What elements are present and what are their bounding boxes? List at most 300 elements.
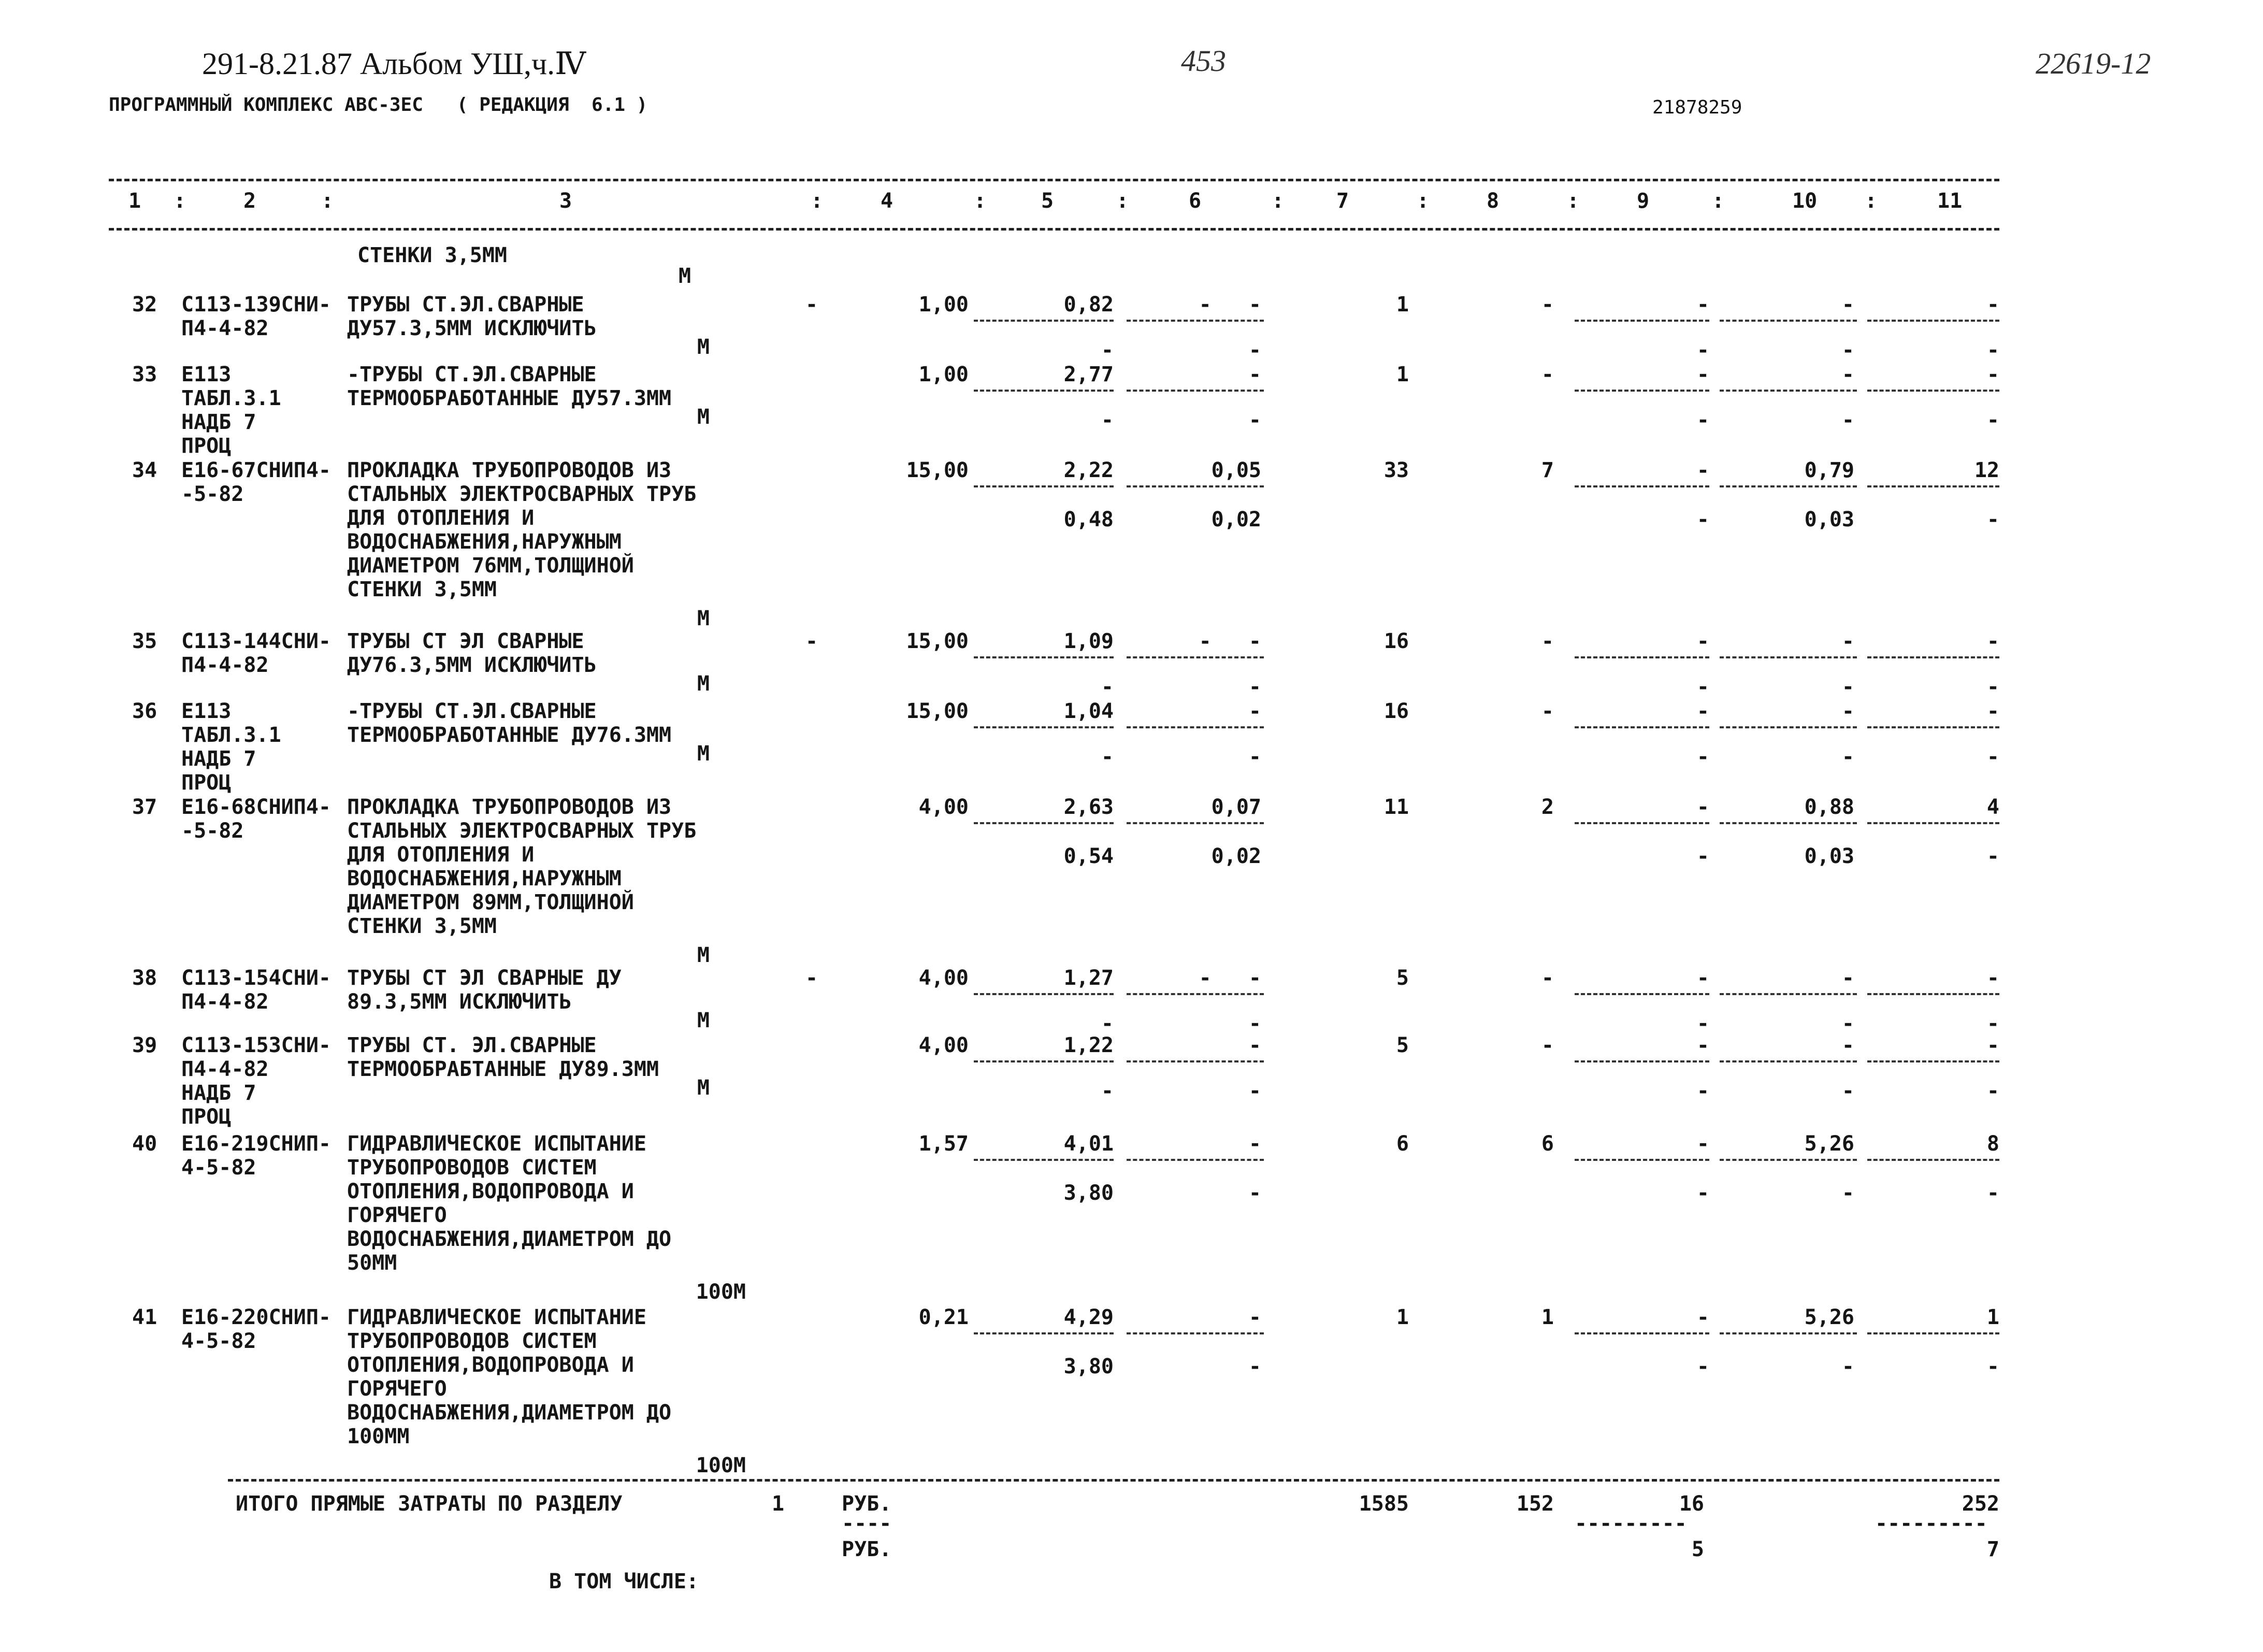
col9: - xyxy=(1696,966,1709,990)
mark: - xyxy=(805,629,818,653)
rate-code: С113-144СНИ- xyxy=(181,629,331,653)
col8-wage: 1 xyxy=(1541,1305,1554,1329)
col6-machines-wage: 0,02 xyxy=(1211,844,1261,868)
col8-wage: 6 xyxy=(1541,1132,1554,1156)
col6-machines: - xyxy=(1248,699,1261,723)
subtotal-rule xyxy=(1575,1060,1709,1062)
work-name: ДУ57.3,5ММ ИСКЛЮЧИТЬ xyxy=(347,317,597,340)
work-name: ТЕРМООБРАБТАННЫЕ ДУ89.3ММ xyxy=(347,1057,659,1081)
col9-b: - xyxy=(1696,1079,1709,1103)
subtotal-rule xyxy=(1720,1332,1857,1334)
col5-price: 1,22 xyxy=(1063,1033,1114,1057)
col9: - xyxy=(1696,458,1709,482)
col10-b: 0,03 xyxy=(1804,844,1854,868)
col7-total: 1 xyxy=(1396,363,1409,386)
work-name: ГИДРАВЛИЧЕСКОЕ ИСПЫТАНИЕ xyxy=(347,1305,646,1329)
col6-machines: - - xyxy=(1199,629,1261,653)
subtotal-rule xyxy=(1720,993,1857,995)
work-name: ВОДОСНАБЖЕНИЯ,ДИАМЕТРОМ ДО xyxy=(347,1227,672,1251)
col7-total: 33 xyxy=(1383,458,1409,482)
col5-price: 1,04 xyxy=(1063,699,1114,723)
col6-machines-wage: 0,02 xyxy=(1211,508,1261,531)
work-name: ГОРЯЧЕГО xyxy=(347,1377,447,1401)
work-name: ДЛЯ ОТОПЛЕНИЯ И xyxy=(347,843,535,867)
col8-wage: 2 xyxy=(1541,795,1554,819)
col9: - xyxy=(1696,293,1709,317)
col10-b: 0,03 xyxy=(1804,508,1854,531)
rate-code: П4-4-82 xyxy=(181,317,269,340)
rate-code: ПРОЦ xyxy=(181,771,232,795)
row-number: 32 xyxy=(132,293,157,317)
col6-machines: - xyxy=(1248,1132,1261,1156)
work-name: ТЕРМООБРАБОТАННЫЕ ДУ57.3ММ xyxy=(347,386,672,410)
subtotal-rule xyxy=(1575,822,1709,824)
totals-col9-dash: --------- xyxy=(1575,1512,1687,1535)
col10-b: - xyxy=(1841,745,1854,769)
col5-price-wage: - xyxy=(1101,745,1114,769)
work-name: ТРУБЫ СТ ЭЛ СВАРНЫЕ ДУ xyxy=(347,966,622,990)
column-number: 4 xyxy=(881,189,893,213)
rate-code: Е16-219СНИП- xyxy=(181,1132,331,1156)
subtotal-rule xyxy=(1867,726,1999,728)
column-separator: : xyxy=(1417,189,1430,213)
subtotal-rule xyxy=(1720,320,1857,322)
subtotal-rule xyxy=(1127,726,1264,728)
subtotal-rule xyxy=(1575,726,1709,728)
col10: - xyxy=(1841,699,1854,723)
subtotal-rule xyxy=(1127,1332,1264,1334)
subtotal-rule xyxy=(1867,320,1999,322)
rate-code: Е113 xyxy=(181,363,232,386)
subtotal-rule xyxy=(1720,1159,1857,1161)
col11: - xyxy=(1986,966,1999,990)
subtotal-rule xyxy=(1575,1332,1709,1334)
subtotal-rule xyxy=(1127,656,1264,658)
rate-code: П4-4-82 xyxy=(181,653,269,677)
col11-b: - xyxy=(1986,1181,1999,1205)
unit-label: М xyxy=(697,405,710,429)
col5-price: 4,01 xyxy=(1063,1132,1114,1156)
col11: - xyxy=(1986,1033,1999,1057)
rate-code: 4-5-82 xyxy=(181,1329,256,1353)
col10-b: - xyxy=(1841,1355,1854,1378)
col10-b: - xyxy=(1841,408,1854,432)
col5-price-wage: - xyxy=(1101,675,1114,699)
work-name: 89.3,5ММ ИСКЛЮЧИТЬ xyxy=(347,990,572,1014)
work-name: -ТРУБЫ СТ.ЭЛ.СВАРНЫЕ xyxy=(347,699,597,723)
column-separator: : xyxy=(174,189,186,213)
rate-code: Е16-68СНИП4- xyxy=(181,795,331,819)
col5-price-wage: - xyxy=(1101,408,1114,432)
rate-code: П4-4-82 xyxy=(181,990,269,1014)
work-name: ВОДОСНАБЖЕНИЯ,ДИАМЕТРОМ ДО xyxy=(347,1401,672,1425)
col9: - xyxy=(1696,363,1709,386)
column-number: 9 xyxy=(1637,189,1650,213)
col9-b: - xyxy=(1696,1012,1709,1036)
rate-code: НАДБ 7 xyxy=(181,410,256,434)
column-number: 3 xyxy=(559,189,572,213)
mark: - xyxy=(805,966,818,990)
document-code: 21878259 xyxy=(1652,97,1742,118)
col6-machines-wage: - xyxy=(1248,338,1261,362)
col4-quantity: 1,00 xyxy=(918,363,969,386)
col11: 12 xyxy=(1974,458,1999,482)
col4-quantity: 15,00 xyxy=(906,699,969,723)
subtotal-rule xyxy=(1720,1060,1857,1062)
including-label: В ТОМ ЧИСЛЕ: xyxy=(549,1570,699,1593)
col9: - xyxy=(1696,629,1709,653)
col9-b: - xyxy=(1696,1181,1709,1205)
subtotal-rule xyxy=(1575,390,1709,392)
col7-total: 16 xyxy=(1383,629,1409,653)
subtotal-rule xyxy=(1867,485,1999,487)
work-name: СТАЛЬНЫХ ЭЛЕКТРОСВАРНЫХ ТРУБ xyxy=(347,819,697,843)
column-number: 11 xyxy=(1937,189,1963,213)
column-separator: : xyxy=(974,189,987,213)
col10: 0,88 xyxy=(1804,795,1854,819)
col8-wage: - xyxy=(1541,293,1554,317)
totals-section: 1 xyxy=(772,1492,785,1516)
work-name: 50ММ xyxy=(347,1251,397,1275)
subtotal-rule xyxy=(1720,390,1857,392)
col11-b: - xyxy=(1986,408,1999,432)
unit-label: М xyxy=(697,672,710,696)
unit-label: М xyxy=(697,607,710,630)
col6-machines-wage: - xyxy=(1248,408,1261,432)
subtotal-rule xyxy=(974,656,1114,658)
row-number: 33 xyxy=(132,363,157,386)
col10: - xyxy=(1841,293,1854,317)
work-name: ПРОКЛАДКА ТРУБОПРОВОДОВ ИЗ xyxy=(347,795,672,819)
column-number: 7 xyxy=(1336,189,1349,213)
work-name: ТРУБОПРОВОДОВ СИСТЕМ xyxy=(347,1329,597,1353)
col5-price: 2,77 xyxy=(1063,363,1114,386)
column-number: 10 xyxy=(1792,189,1818,213)
work-name: ОТОПЛЕНИЯ,ВОДОПРОВОДА И xyxy=(347,1353,634,1377)
work-name: -ТРУБЫ СТ.ЭЛ.СВАРНЫЕ xyxy=(347,363,597,386)
work-name: ВОДОСНАБЖЕНИЯ,НАРУЖНЫМ xyxy=(347,867,622,890)
work-name: СТАЛЬНЫХ ЭЛЕКТРОСВАРНЫХ ТРУБ xyxy=(347,482,697,506)
subtotal-rule xyxy=(974,390,1114,392)
rate-code: ПРОЦ xyxy=(181,1105,232,1129)
work-name: ДИАМЕТРОМ 76ММ,ТОЛЩИНОЙ xyxy=(347,554,634,578)
subtotal-rule xyxy=(1575,993,1709,995)
page-number: 453 xyxy=(1181,44,1226,78)
work-name: ОТОПЛЕНИЯ,ВОДОПРОВОДА И xyxy=(347,1180,634,1203)
subtotal-rule xyxy=(1720,656,1857,658)
subtotal-rule xyxy=(1720,485,1857,487)
unit-label: М xyxy=(679,264,691,288)
col9: - xyxy=(1696,795,1709,819)
subtotal-rule xyxy=(1720,822,1857,824)
col5-price: 2,63 xyxy=(1063,795,1114,819)
col4-quantity: 4,00 xyxy=(918,795,969,819)
rate-code: С113-154СНИ- xyxy=(181,966,331,990)
work-name: ВОДОСНАБЖЕНИЯ,НАРУЖНЫМ xyxy=(347,530,622,554)
col9-b: - xyxy=(1696,338,1709,362)
col5-price-wage: 0,48 xyxy=(1063,508,1114,531)
column-number: 6 xyxy=(1189,189,1202,213)
work-name: СТЕНКИ 3,5ММ xyxy=(347,914,497,938)
column-number: 5 xyxy=(1041,189,1054,213)
rate-code: НАДБ 7 xyxy=(181,747,256,771)
col4-quantity: 1,57 xyxy=(918,1132,969,1156)
subtotal-rule xyxy=(1127,320,1264,322)
unit-label: М xyxy=(697,335,710,359)
col9-b: - xyxy=(1696,408,1709,432)
totals-col8: 152 xyxy=(1516,1492,1554,1516)
col6-machines: - xyxy=(1248,1305,1261,1329)
col10: - xyxy=(1841,1033,1854,1057)
unit-label: 100М xyxy=(696,1454,746,1477)
totals-col9-b: 5 xyxy=(1691,1538,1704,1561)
col9: - xyxy=(1696,699,1709,723)
rate-code: Е16-67СНИП4- xyxy=(181,458,331,482)
col6-machines-wage: - xyxy=(1248,675,1261,699)
rate-code: ТАБЛ.3.1 xyxy=(181,386,281,410)
col4-quantity: 4,00 xyxy=(918,1033,969,1057)
work-name: ТРУБЫ СТ. ЭЛ.СВАРНЫЕ xyxy=(347,1033,597,1057)
row-number: 37 xyxy=(132,795,157,819)
col4-quantity: 4,00 xyxy=(918,966,969,990)
col7-total: 5 xyxy=(1396,966,1409,990)
col8-wage: - xyxy=(1541,629,1554,653)
col8-wage: - xyxy=(1541,699,1554,723)
subtotal-rule xyxy=(1127,485,1264,487)
col11-b: - xyxy=(1986,1079,1999,1103)
col6-machines-wage: - xyxy=(1248,1079,1261,1103)
column-number: 1 xyxy=(128,189,141,213)
subtotal-rule xyxy=(1575,656,1709,658)
col11-b: - xyxy=(1986,508,1999,531)
mark: - xyxy=(805,293,818,317)
col5-price-wage: - xyxy=(1101,1079,1114,1103)
col5-price: 0,82 xyxy=(1063,293,1114,317)
col6-machines: - - xyxy=(1199,966,1261,990)
col5-price-wage: 3,80 xyxy=(1063,1181,1114,1205)
col7-total: 11 xyxy=(1383,795,1409,819)
row-number: 35 xyxy=(132,629,157,653)
subtotal-rule xyxy=(974,993,1114,995)
subtotal-rule xyxy=(1127,1060,1264,1062)
row-number: 34 xyxy=(132,458,157,482)
totals-currency: РУБ. xyxy=(842,1492,892,1516)
column-separator: : xyxy=(1272,189,1285,213)
col9: - xyxy=(1696,1033,1709,1057)
col11-b: - xyxy=(1986,1355,1999,1378)
col7-total: 5 xyxy=(1396,1033,1409,1057)
col9: - xyxy=(1696,1132,1709,1156)
col6-machines-wage: - xyxy=(1248,1181,1261,1205)
col10-b: - xyxy=(1841,1012,1854,1036)
col9: - xyxy=(1696,1305,1709,1329)
row-number: 38 xyxy=(132,966,157,990)
column-separator: : xyxy=(1116,189,1129,213)
col11-b: - xyxy=(1986,338,1999,362)
subtotal-rule xyxy=(1867,822,1999,824)
col5-price: 2,22 xyxy=(1063,458,1114,482)
subtotal-rule xyxy=(1127,390,1264,392)
totals-currency-dash: ---- xyxy=(842,1512,892,1535)
col8-wage: - xyxy=(1541,966,1554,990)
col6-machines: - xyxy=(1248,1033,1261,1057)
rate-code: С113-139СНИ- xyxy=(181,293,331,317)
col10: - xyxy=(1841,966,1854,990)
rate-code: Е16-220СНИП- xyxy=(181,1305,331,1329)
subtotal-rule xyxy=(974,1332,1114,1334)
col4-quantity: 15,00 xyxy=(906,629,969,653)
col11-b: - xyxy=(1986,675,1999,699)
column-number: 8 xyxy=(1487,189,1500,213)
col5-price: 1,27 xyxy=(1063,966,1114,990)
col5-price-wage: - xyxy=(1101,1012,1114,1036)
column-number: 2 xyxy=(243,189,256,213)
col7-total: 16 xyxy=(1383,699,1409,723)
totals-label: ИТОГО ПРЯМЫЕ ЗАТРАТЫ ПО РАЗДЕЛУ xyxy=(236,1492,623,1516)
col11: - xyxy=(1986,293,1999,317)
totals-col9: 16 xyxy=(1679,1492,1704,1516)
column-separator: : xyxy=(811,189,824,213)
col5-price-wage: 3,80 xyxy=(1063,1355,1114,1378)
col11-b: - xyxy=(1986,1012,1999,1036)
col5-price-wage: 0,54 xyxy=(1063,844,1114,868)
subtotal-rule xyxy=(1867,1332,1999,1334)
col9-b: - xyxy=(1696,1355,1709,1378)
rate-code: НАДБ 7 xyxy=(181,1081,256,1105)
col6-machines: 0,05 xyxy=(1211,458,1261,482)
col8-wage: - xyxy=(1541,363,1554,386)
work-name: ТРУБОПРОВОДОВ СИСТЕМ xyxy=(347,1156,597,1180)
column-separator: : xyxy=(1865,189,1878,213)
col6-machines: - - xyxy=(1199,293,1261,317)
work-name: 100ММ xyxy=(347,1425,410,1448)
rate-code: ТАБЛ.3.1 xyxy=(181,723,281,747)
col5-price-wage: - xyxy=(1101,338,1114,362)
subtotal-rule xyxy=(1867,656,1999,658)
subtotal-rule xyxy=(1867,1060,1999,1062)
subtotal-rule xyxy=(1127,993,1264,995)
col9-b: - xyxy=(1696,675,1709,699)
col9-b: - xyxy=(1696,844,1709,868)
subtotal-rule xyxy=(1867,1159,1999,1161)
subtotal-rule xyxy=(974,726,1114,728)
rate-code: П4-4-82 xyxy=(181,1057,269,1081)
row-number: 39 xyxy=(132,1033,157,1057)
work-name: СТЕНКИ 3,5ММ xyxy=(347,578,497,601)
col11: - xyxy=(1986,699,1999,723)
col11: - xyxy=(1986,363,1999,386)
work-name: ПРОКЛАДКА ТРУБОПРОВОДОВ ИЗ xyxy=(347,458,672,482)
work-name: ДИАМЕТРОМ 89ММ,ТОЛЩИНОЙ xyxy=(347,890,634,914)
rate-code: ПРОЦ xyxy=(181,434,232,458)
col10: 5,26 xyxy=(1804,1305,1854,1329)
unit-label: М xyxy=(697,742,710,766)
subtotal-rule xyxy=(1575,320,1709,322)
col10-b: - xyxy=(1841,338,1854,362)
program-line: ПРОГРАММНЫЙ КОМПЛЕКС АВС-3ЕС ( РЕДАКЦИЯ 6.1 ) xyxy=(109,94,648,116)
unit-label: М xyxy=(697,1076,710,1100)
unit-label: 100М xyxy=(696,1280,746,1304)
unit-label: М xyxy=(697,1009,710,1032)
totals-currency-2: РУБ. xyxy=(842,1538,892,1561)
col9-b: - xyxy=(1696,508,1709,531)
totals-col7: 1585 xyxy=(1359,1492,1409,1516)
col6-machines: - xyxy=(1248,363,1261,386)
work-name: ДУ76.3,5ММ ИСКЛЮЧИТЬ xyxy=(347,653,597,677)
col6-machines-wage: - xyxy=(1248,1355,1261,1378)
col5-price: 1,09 xyxy=(1063,629,1114,653)
subtotal-rule xyxy=(1720,726,1857,728)
col10: 0,79 xyxy=(1804,458,1854,482)
col11: 8 xyxy=(1986,1132,1999,1156)
work-name: ТРУБЫ СТ.ЭЛ.СВАРНЫЕ xyxy=(347,293,584,317)
col4-quantity: 1,00 xyxy=(918,293,969,317)
col11: 1 xyxy=(1986,1305,1999,1329)
work-name: ГИДРАВЛИЧЕСКОЕ ИСПЫТАНИЕ xyxy=(347,1132,646,1156)
subtotal-rule xyxy=(1127,1159,1264,1161)
column-separator: : xyxy=(1712,189,1725,213)
col10: - xyxy=(1841,363,1854,386)
col6-machines-wage: - xyxy=(1248,1012,1261,1036)
col10-b: - xyxy=(1841,675,1854,699)
subtotal-rule xyxy=(974,320,1114,322)
continued-text: СТЕНКИ 3,5ММ xyxy=(357,243,507,267)
rate-code: С113-153СНИ- xyxy=(181,1033,331,1057)
col7-total: 6 xyxy=(1396,1132,1409,1156)
work-name: ГОРЯЧЕГО xyxy=(347,1203,447,1227)
totals-col11-dash: --------- xyxy=(1875,1512,1987,1535)
album-title: 291-8.21.87 Альбом УШ,ч.Ⅳ xyxy=(202,47,586,81)
col7-total: 1 xyxy=(1396,1305,1409,1329)
rate-code: Е113 xyxy=(181,699,232,723)
col9-b: - xyxy=(1696,745,1709,769)
col6-machines-wage: - xyxy=(1248,745,1261,769)
col10: - xyxy=(1841,629,1854,653)
subtotal-rule xyxy=(974,1060,1114,1062)
col11: 4 xyxy=(1986,795,1999,819)
col11-b: - xyxy=(1986,844,1999,868)
rate-code: -5-82 xyxy=(181,819,244,843)
subtotal-rule xyxy=(1127,822,1264,824)
subtotal-rule xyxy=(1867,993,1999,995)
totals-rule xyxy=(228,1479,1999,1482)
subtotal-rule xyxy=(974,1159,1114,1161)
col10-b: - xyxy=(1841,1079,1854,1103)
rate-code: 4-5-82 xyxy=(181,1156,256,1180)
rate-code: -5-82 xyxy=(181,482,244,506)
column-separator: : xyxy=(321,189,334,213)
row-number: 40 xyxy=(132,1132,157,1156)
col8-wage: - xyxy=(1541,1033,1554,1057)
col6-machines: 0,07 xyxy=(1211,795,1261,819)
totals-col11-b: 7 xyxy=(1986,1538,1999,1561)
column-separator: : xyxy=(1567,189,1580,213)
col5-price: 4,29 xyxy=(1063,1305,1114,1329)
col4-quantity: 0,21 xyxy=(918,1305,969,1329)
col4-quantity: 15,00 xyxy=(906,458,969,482)
doc-number: 22619-12 xyxy=(2036,47,2151,80)
col7-total: 1 xyxy=(1396,293,1409,317)
subtotal-rule xyxy=(974,485,1114,487)
row-number: 36 xyxy=(132,699,157,723)
row-number: 41 xyxy=(132,1305,157,1329)
col8-wage: 7 xyxy=(1541,458,1554,482)
totals-col11: 252 xyxy=(1962,1492,1999,1516)
work-name: ТЕРМООБРАБОТАННЫЕ ДУ76.3ММ xyxy=(347,723,672,747)
subtotal-rule xyxy=(1575,1159,1709,1161)
col11: - xyxy=(1986,629,1999,653)
subtotal-rule xyxy=(1867,390,1999,392)
